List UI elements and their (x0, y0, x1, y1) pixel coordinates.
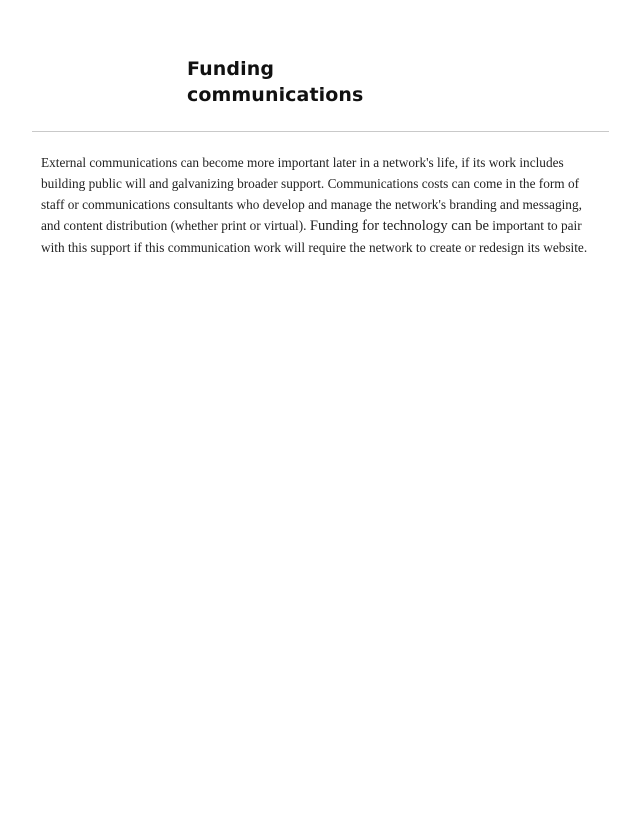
section-heading-line2: communications (187, 84, 364, 106)
horizontal-divider (32, 131, 609, 132)
section-heading (187, 56, 487, 108)
paragraph-text-part2: Funding for technology can be (309, 218, 489, 234)
paragraph-text-part1: External communications can become more important later in a network's life, if its work includes building public will and galvanizing broader support. Communications costs can come in the form of staff or communications consultants who develop and manage the network's branding and messaging, and content distribution (whether print or virtual). (41, 155, 582, 233)
section-heading-line1: Funding (187, 58, 275, 80)
body-paragraph (41, 152, 598, 258)
paragraph-text-part3: important to pair with this support if this communication work will require the network to create or redesign its website. (41, 218, 588, 255)
